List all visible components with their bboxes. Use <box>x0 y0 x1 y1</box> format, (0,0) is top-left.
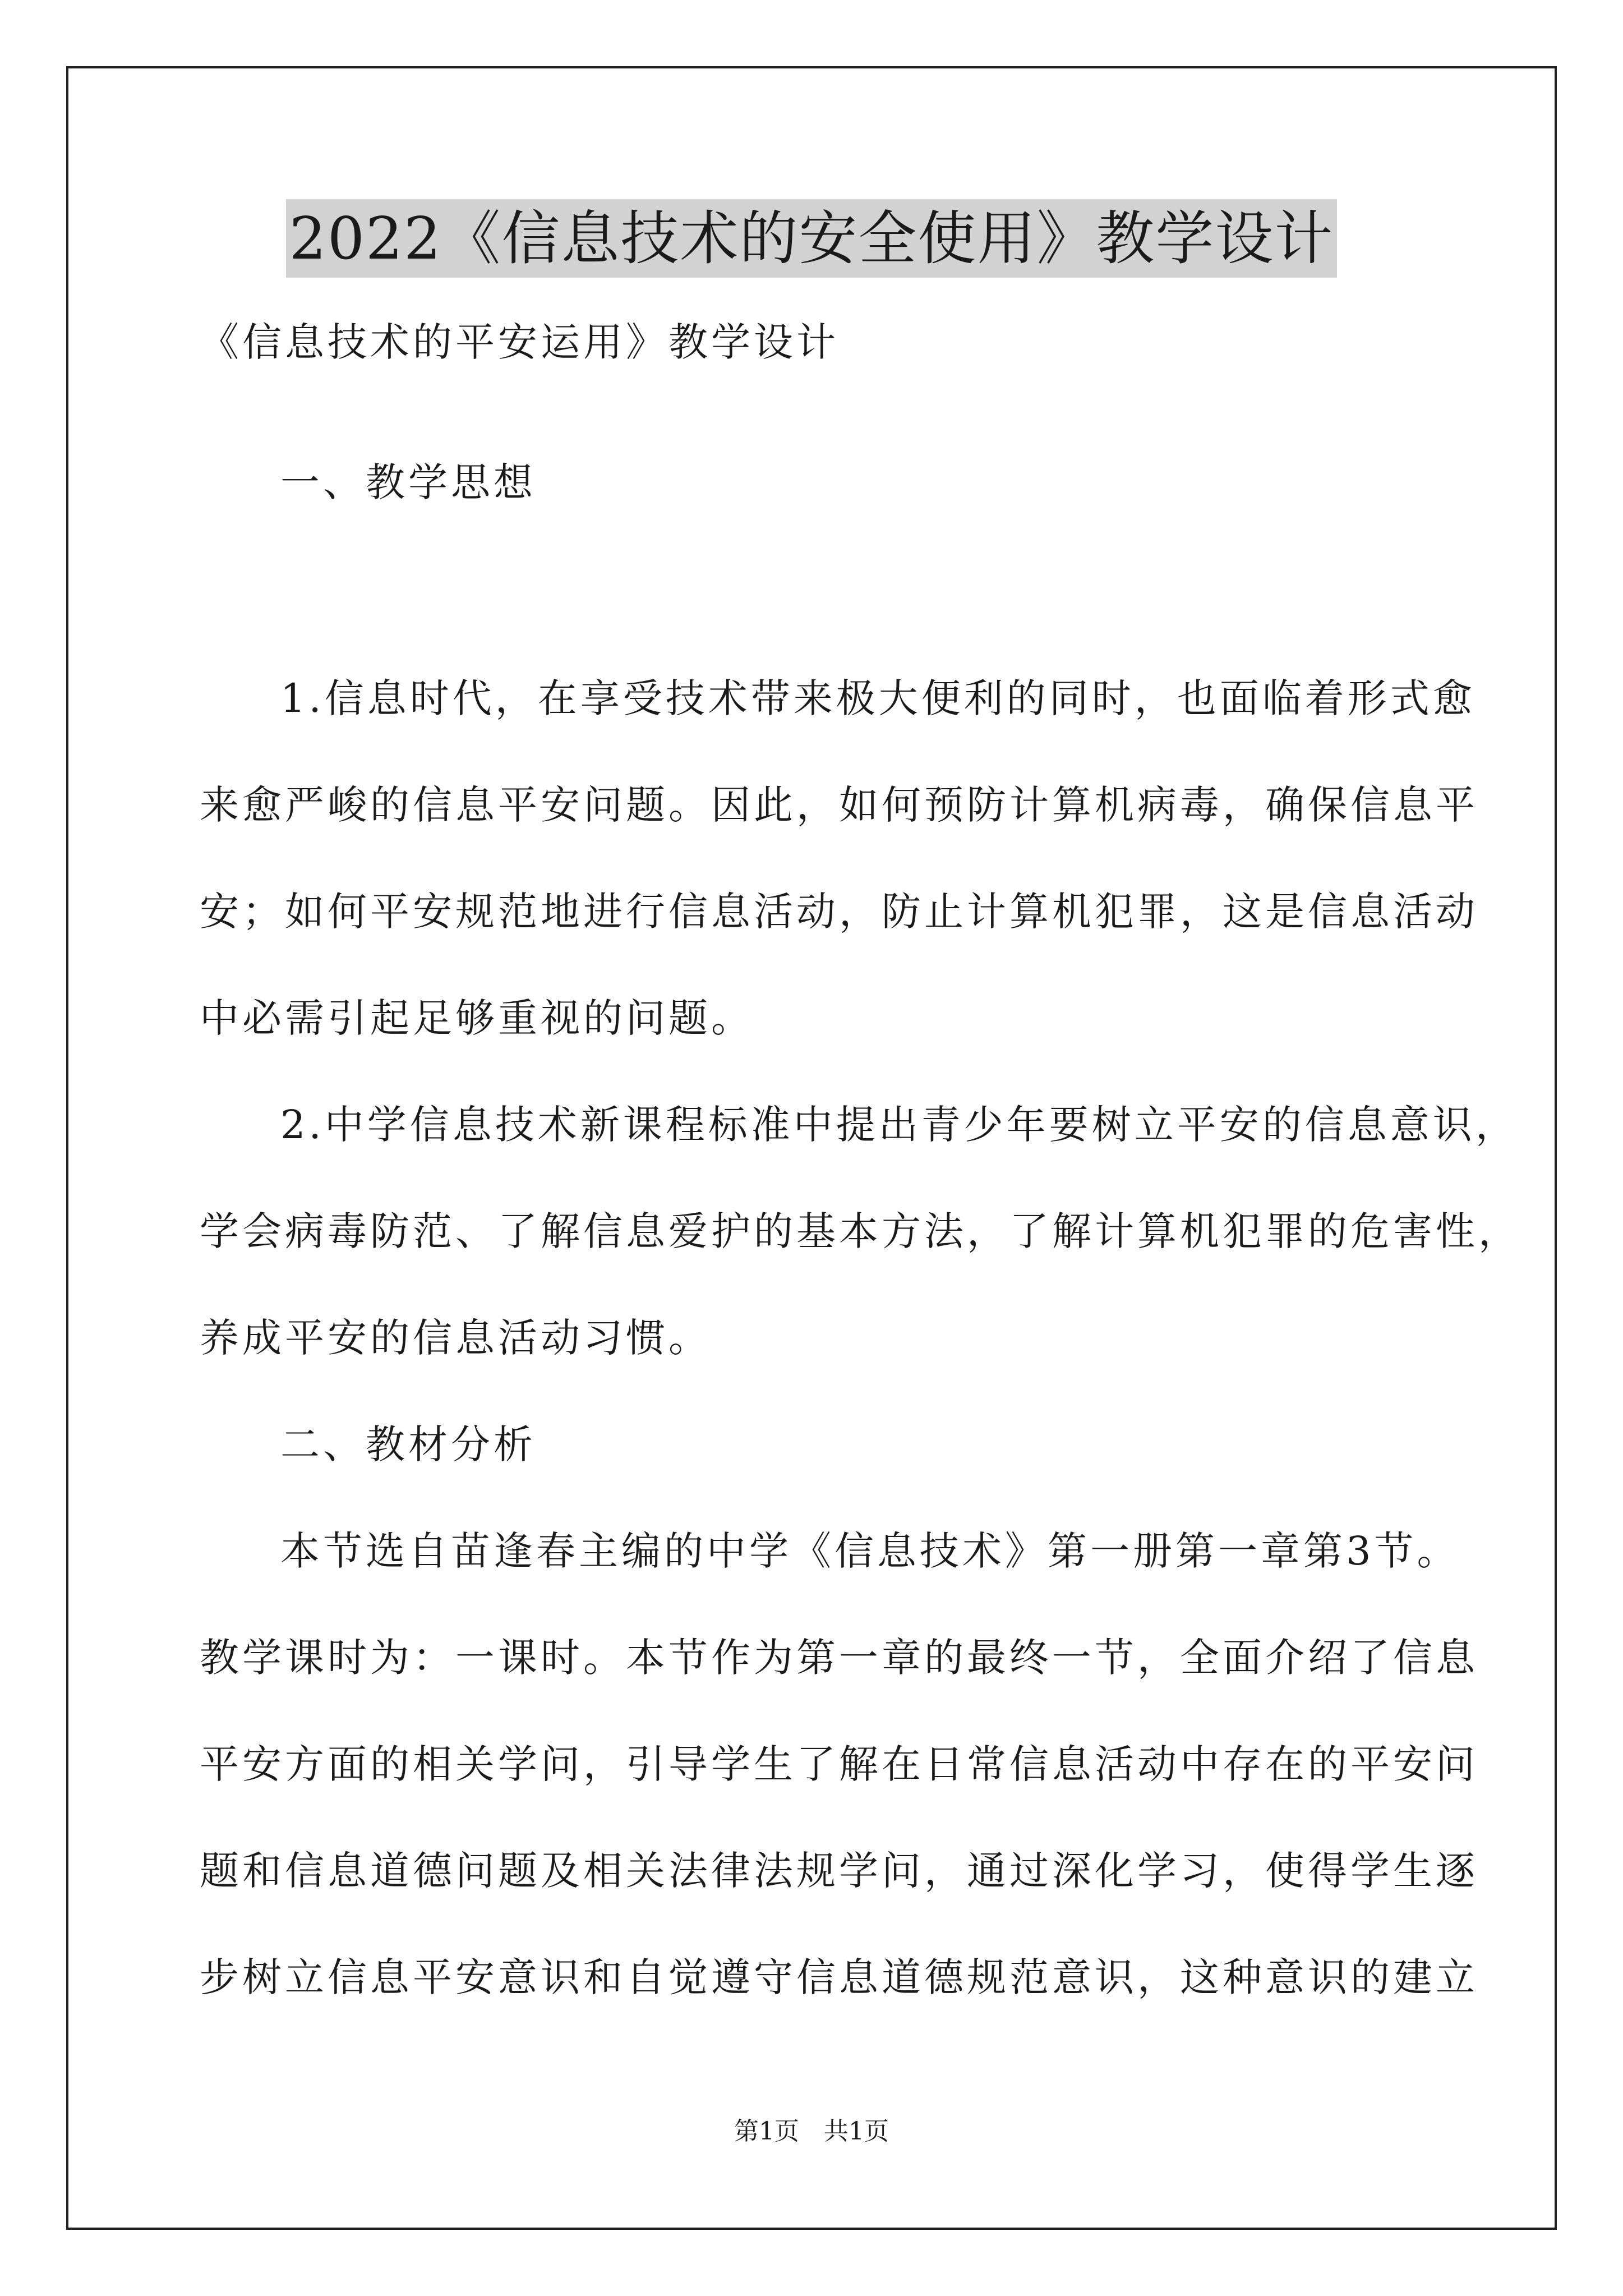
document-title: 2022《信息技术的安全使用》教学设计 <box>286 199 1338 278</box>
section-heading-1: 一、教学思想 <box>280 459 536 505</box>
page-number: 第1页 共1页 <box>734 2117 889 2146</box>
body-line: 中必需引起足够重视的问题。 <box>200 995 754 1041</box>
body-line: 来愈严峻的信息平安问题。因此，如何预防计算机病毒，确保信息平 <box>200 782 1478 828</box>
title-container <box>0 199 1623 278</box>
body-line: 步树立信息平安意识和自觉遵守信息道德规范意识，这种意识的建立 <box>200 1954 1478 2000</box>
body-line: 本节选自苗逢春主编的中学《信息技术》第一册第一章第3节。 <box>280 1528 1460 1574</box>
body-line: 平安方面的相关学问，引导学生了解在日常信息活动中存在的平安问 <box>200 1741 1478 1787</box>
body-line: 1.信息时代，在享受技术带来极大便利的同时，也面临着形式愈 <box>280 675 1476 721</box>
body-line: 2.中学信息技术新课程标准中提出青少年要树立平安的信息意识， <box>280 1102 1518 1148</box>
body-line: 题和信息道德问题及相关法律法规学问，通过深化学习，使得学生逐 <box>200 1848 1478 1894</box>
body-line: 学会病毒防范、了解信息爱护的基本方法，了解计算机犯罪的危害性， <box>200 1208 1521 1254</box>
body-line: 安；如何平安规范地进行信息活动，防止计算机犯罪，这是信息活动 <box>200 889 1478 935</box>
subtitle-line: 《信息技术的平安运用》教学设计 <box>200 319 839 365</box>
section-heading-2: 二、教材分析 <box>280 1421 536 1467</box>
body-line: 教学课时为：一课时。本节作为第一章的最终一节，全面介绍了信息 <box>200 1635 1478 1681</box>
body-line: 养成平安的信息活动习惯。 <box>200 1315 711 1361</box>
